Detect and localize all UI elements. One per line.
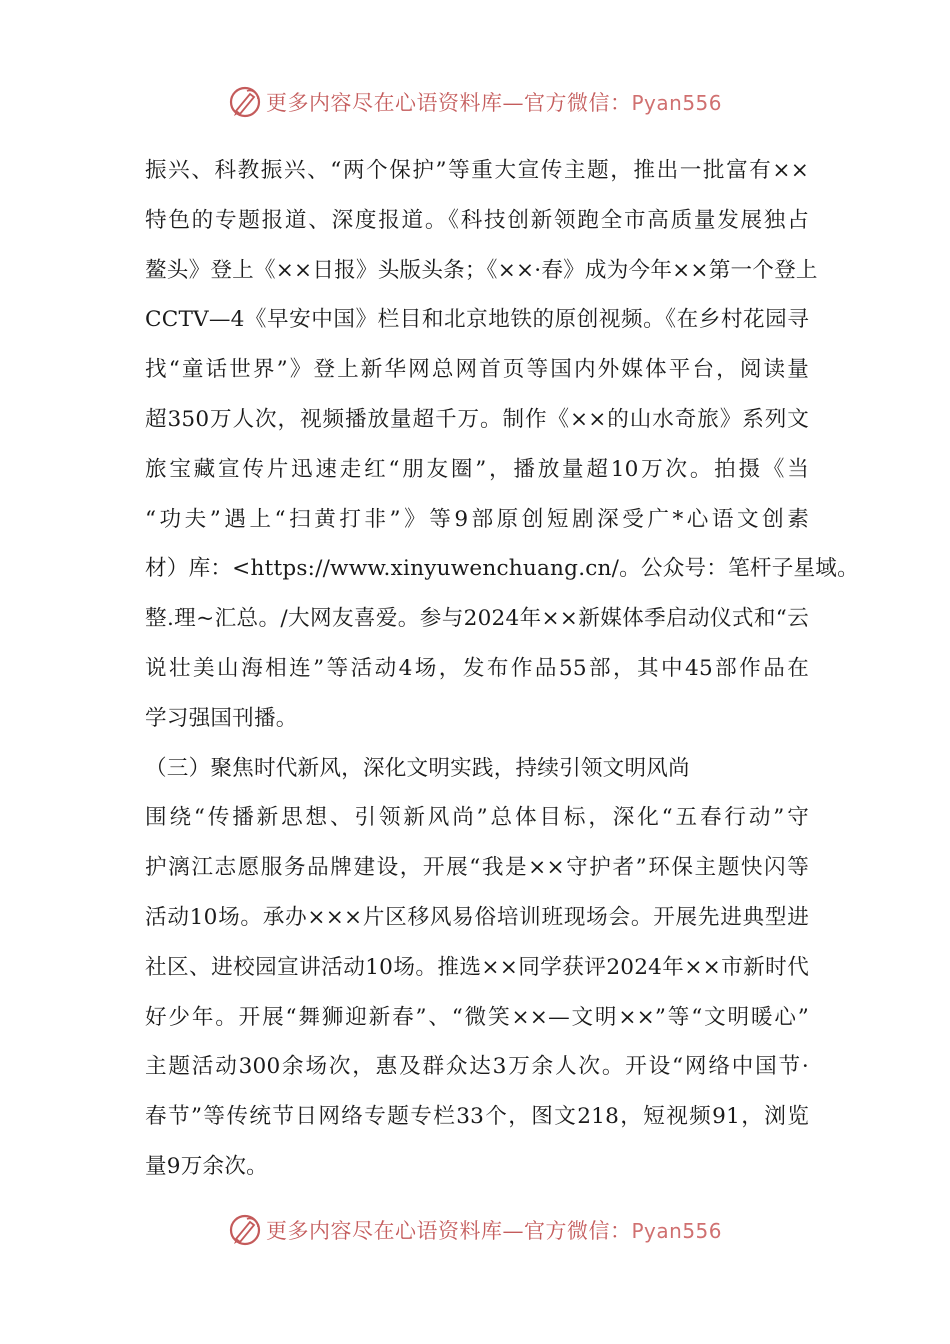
footer-banner <box>0 1208 950 1252</box>
footer-banner-text: 更多内容尽在心语资料库—官方微信：Pyan556 <box>265 1219 722 1243</box>
section-heading: （三）聚焦时代新风，深化文明实践，持续引领文明风尚 <box>145 755 690 781</box>
text-line: 特色的专题报道、深度报道。《科技创新领跑全市高质量发展独占 <box>145 207 809 233</box>
text-line: 找“童话世界”》登上新华网总网首页等国内外媒体平台，阅读量 <box>145 357 809 383</box>
text-line: “功夫”遇上“扫黄打非”》等9部原创短剧深受广*心语文创素 <box>145 506 809 532</box>
text-line: 说壮美山海相连”等活动4场，发布作品55部，其中45部作品在 <box>145 655 809 681</box>
text-line: 旅宝藏宣传片迅速走红“朋友圈”，播放量超10万次。拍摄《当 <box>145 456 809 482</box>
text-line: CCTV—4《早安中国》栏目和北京地铁的原创视频。《在乡村花园寻 <box>145 307 809 333</box>
document-body <box>145 146 859 1192</box>
header-wechat-id: Pyan556 <box>631 91 722 115</box>
text-line: 社区、进校园宣讲活动10场。推选××同学获评2024年××市新时代 <box>145 954 809 980</box>
text-line: 护漓江志愿服务品牌建设，开展“我是××守护者”环保主题快闪等 <box>145 855 809 881</box>
text-line: 超350万人次，视频播放量超千万。制作《××的山水奇旅》系列文 <box>145 406 809 432</box>
header-banner-text: 更多内容尽在心语资料库—官方微信：Pyan556 <box>265 91 722 115</box>
text-line: 主题活动300余场次，惠及群众达3万余人次。开设“网络中国节· <box>145 1054 809 1080</box>
text-line: 围绕“传播新思想、引领新风尚”总体目标，深化“五春行动”守 <box>145 805 809 831</box>
header-banner <box>0 80 950 124</box>
text-line: 整.理~汇总。/大网友喜爱。参与2024年××新媒体季启动仪式和“云 <box>145 606 809 632</box>
text-line: 春节”等传统节日网络专题专栏33个，图文218，短视频91，浏览 <box>145 1104 809 1130</box>
pen-logo-icon <box>228 85 262 119</box>
text-line: 好少年。开展“舞狮迎新春”、“微笑××—文明××”等“文明暖心” <box>145 1004 809 1030</box>
text-line: 活动10场。承办×××片区移风易俗培训班现场会。开展先进典型进 <box>145 904 809 930</box>
pen-logo-icon <box>228 1213 262 1247</box>
footer-wechat-id: Pyan556 <box>631 1219 722 1243</box>
text-line: 量9万余次。 <box>145 1153 268 1179</box>
text-line: 鳌头》登上《××日报》头版头条；《××·春》成为今年××第一个登上 <box>145 257 818 283</box>
text-line: 材）库：<https://www.xinyuwenchuang.cn/。公众号：笔杆子星域。 <box>145 556 859 582</box>
text-line: 学习强国刊播。 <box>145 705 298 731</box>
text-line: 振兴、科教振兴、“两个保护”等重大宣传主题，推出一批富有×× <box>145 158 809 183</box>
